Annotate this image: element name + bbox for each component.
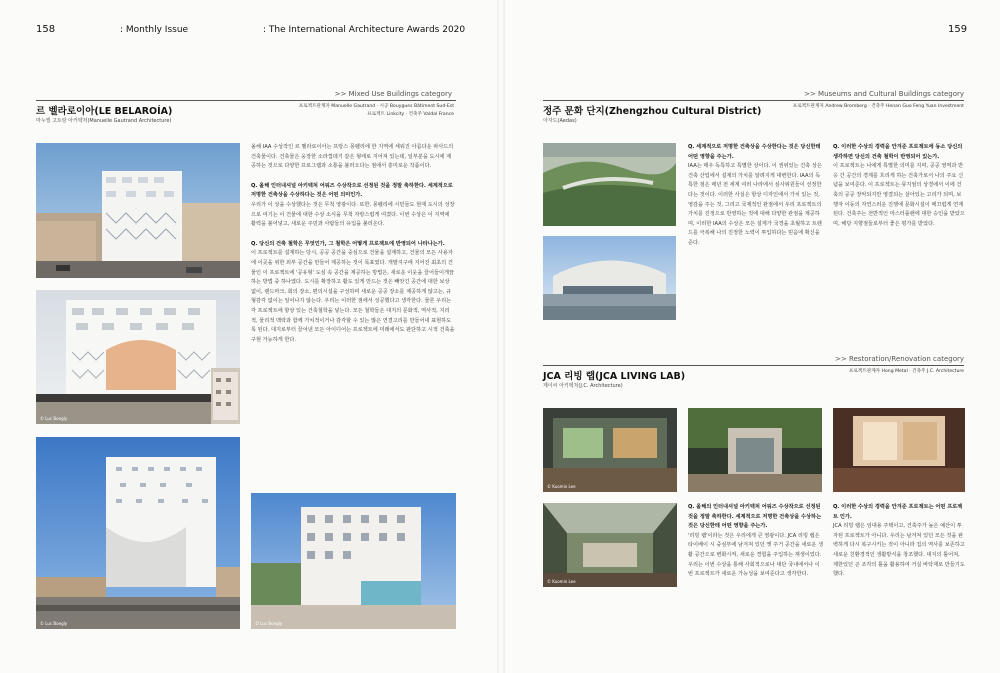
living-lab-photo-2 [688,408,822,492]
project1-title: 정주 문화 단지(Zhengzhou Cultural District) [543,106,762,117]
credit-line: 프로젝트관계자 Andrew Bromberg · 건축주 Henan Guo Feng Yuan Investment [792,104,964,109]
project-title: 르 벨라로이아(LE BELAROÍA) [36,106,173,117]
building-photo-3 [36,437,240,629]
right-category-2-rule [543,365,964,366]
photo-caption: © Kuomin Lee [547,484,576,489]
project1-col2 [833,143,965,229]
right-category-2: >> Restoration/Renovation category [835,355,964,363]
page-gutter [497,0,505,673]
building-photo-4 [251,493,456,629]
credit-line: 프로젝트관계자 Manuelle Gautrand · 시공 Bouygues Bâtiment Sud-Est [298,104,454,109]
intro-paragraph: 올해 IAA 수상작인 르 벨라로이아는 프랑스 몽펠리에 한 지역에 세워진 아름다운 파사드의 건축물이다. 건축물은 웅장한 소라껍데기 같은 형태로 지어져 있는데, 일부분을 도시에 제공하는 것으로 다양한 프로그램과 소통을 불러오다는 점에서 흥미로운 작품이다. [251,144,454,170]
right-category-1-rule [543,100,964,101]
living-lab-photo-4 [543,503,677,587]
photo-caption: © Luc Boegly [40,416,68,421]
cultural-district-photo-1 [543,143,676,226]
left-category: >> Mixed Use Buildings category [334,90,452,98]
answer-1: 우리가 이 상을 수상했다는 것은 무척 영광이다. 또한, 몽펠리에 시민들도 현재 도시의 성장으로 여기는 이 건물에 대한 수상 소식을 무척 자랑스럽게 여겼다. 이번 수상은 이 지역에 활력을 불어넣고, 새로운 주민과 사람들의 유입을 불러온다. [251,201,455,228]
cultural-district-photo-2 [543,236,676,320]
project2-col2 [833,503,965,580]
project1-answer-1: IAA는 매우 독특하고 특별한 상이다. 이 권위있는 건축 상은 건축 산업에서 설계의 가치를 알려지게 대변한다. IAA의 독특한 점은 매년 전 세계 여러 나라에서 심사위원들이 선정한다는 것이다. 이러한 사실은 항상 디자인에서 가치 있는 것, 영감을 주는 것, 그리고 국제적인 관점에서 우리 프로젝트의 가치를 진정으로 반영하는 것에 대해 다양한 관점을 제공하며, 이러한 IAA의 수상은 모든 설계가 국경을 초월하고 트렌드를 극복해 나의 진정한 노력이 투입하다는 믿음에 확신을 준다. [688,163,822,246]
question-2: Q. 당신의 건축 철학은 무엇인가, 그 철학은 어떻게 프로젝트에 반영되어 나타나는가. [251,240,445,247]
project-credits [274,103,454,119]
section-label: : Monthly Issue [120,25,189,35]
project2-credits [774,368,964,376]
project2-title: JCA 리빙 랩(JCA LIVING LAB) [543,371,686,382]
building-photo-1 [36,143,240,278]
building-photo-2-inset [211,368,240,424]
project1-question-2: Q. 이러한 수상의 경력을 안겨준 프로젝트에 동소 당신의 생각하면 당신의 건축 철학이 반영되어 있는가. [833,144,963,160]
project2-col1 [688,503,824,580]
credit-line: 프로젝트 Linkcity · 건축주 Valdal France [367,112,454,117]
project1-answer-2: 이 프로젝트는 나에게 특별한 의미를 지며, 공공 영역과 반응 간 공간의 경계를 흐리게 하는 건축가로서 나의 주요 신념을 보여준다. 이 프로젝트는 뮤지엄의 상경에서 이에 건축의 공공 장악되지만 영결되는 살아있는 고리가 되며, 보행자 이동의 자연스러운 진행에 문화시설이 매끄럽게 연계된다. 건축주는 전반적인 마스터플랜에 대한 승인을 받았으며, 해당 지향점들로부터 좋은 평가를 받았다. [833,163,965,227]
project2-question-1: Q. 올해의 인터내셔널 아키텍처 어워즈 수상작으로 선정된 것을 정말 축하한다. 세계적으로 저명한 건축상을 수상하는 것은 당신한테 어떤 영향을 주는가. [688,504,822,530]
project1-question-1: Q. 세계적으로 저명한 건축상을 수상한다는 것은 당신한테 어떤 영향을 주는가. [688,144,821,160]
left-article-text [251,143,456,345]
project2-answer-1: '리빙 랩'이라는 것은 우리에게 큰 영광이다. JCA 리빙 랩은 타이베이 시 중심부에 남겨져 있던 옛 주거 공간을 새로운 생활 공간으로 변화시켜, 새로운 경험을 주입하는 재생이었다. 우리는 이번 수상을 통해 사회적으로나 대단 국내에서나 이번 프로젝트가 새로운 가능성을 보여준다고 생각한다. [688,532,824,578]
project2-architect: 제이씨 아키텍처(J.C. Architecture) [543,383,623,389]
right-category-1: >> Museums and Cultural Buildings category [804,90,964,98]
project2-question-2: Q. 이러한 수상의 경력을 안겨준 프로젝트는 어떤 프로젝트 인가. [833,504,963,520]
project1-col1 [688,143,824,249]
living-lab-photo-3 [833,408,965,492]
project1-credits [774,103,964,111]
project-architect: 마누엘 고트랑 아키텍처(Manuelle Gautrand Architecture) [36,118,172,124]
photo-caption: © Luc Boegly [255,621,283,626]
question-1: Q. 올해 인터내셔널 아키텍처 어워즈 수상작으로 선정된 것을 정말 축하한다. 세계적으로 저명한 건축상을 수상하다는 것은 어떤 의미인가. [251,182,453,199]
living-lab-photo-1 [543,408,677,492]
right-page-number: 159 [948,24,968,35]
issue-title: : The International Architecture Awards 2020 [263,25,466,35]
building-photo-2 [36,290,240,424]
project1-architect: 아자드(Aedas) [543,118,577,124]
photo-caption: © Kuomin Lee [547,579,576,584]
photo-caption: © Luc Boegly [40,621,68,626]
left-category-rule [36,100,456,101]
credit-line: 프로젝트관계자 Hong Metal · 건축주 J.C. Architecture [849,369,964,374]
answer-2: 이 프로젝트를 설계하는 당시, 공공 공간을 중심으로 건물을 설계하고, 건물의 모든 사용자에 이곳을 위한 외부 공간을 만들어 제공하는 것이 목표였다. 개발지구에 지어진 최초의 건물인 이 프로젝트에 '공유형' 도심 속 공간을 제공하는 방법은, 새로운 이웃을 끌어들이게끔 하는 방법 중 하나였다. 도시를 확장하고 활도 있게 만드는 것은 빼앗긴 공간에 대한 보상 없이, 랜드마크, 회의 장소, 편의시설을 구성하며 새로운 공공 장소를 제공하게 않고는, 규형감각 없이는 일어나지 않는다. 우리는 이러한 점에서 성공했다고 생각한다. 물론 우리는 각 프로젝트에 항상 있는 건축철학을 넣는다. 모든 철학들은 대지의 문화적, 역사적, 지리적, 물리적 맥락과 함께 가치적이거나 감각할 수 있는 많은 연결고리를 만들어내 표현하도록 된다. 대지로부터 끌어낸 모든 아이디어는 프로젝트에 미래에서도 판단하고 시적 건축을 구현 가능하게 한다. [251,250,455,343]
project2-answer-2: JCA 리빙 랩은 임대용 주택이고, 건축주가 높은 예산이 투자된 프로젝트가 아니다. 우리는 남겨져 있던 모든 것을 완벽하게 다시 복구시키는 것이 아니라 집의 역사를 보존하고 새로운 친환경적인 생활방식을 창조했다. 대지의 틀어져, 제한있던 곤 조각의 틀을 활용하여 거실 바닥재로 만들기도 했다. [833,523,965,578]
left-page-number: 158 [36,24,56,35]
